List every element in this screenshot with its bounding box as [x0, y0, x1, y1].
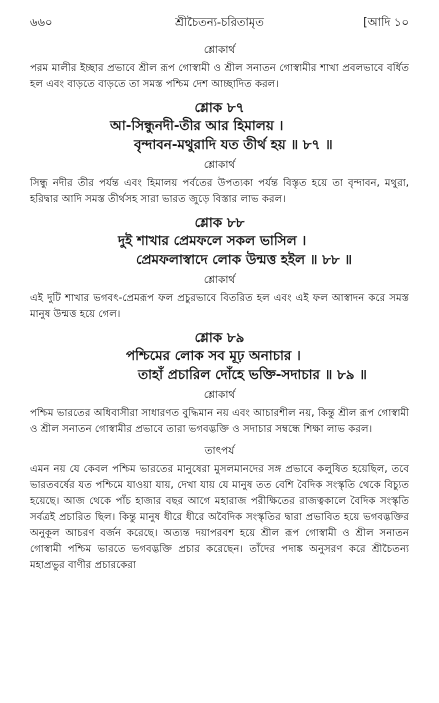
verse-line: দুই শাখার প্রেমফলে সকল ভাসিল ।: [118, 233, 307, 249]
translation-text: এই দুটি শাখার ভগবৎ-প্রেমরূপ ফল প্রচুরভাবে বিতরিত হল এবং এই ফল আস্বাদন করে সমস্ত মানুষ উন্মত্ত হয়ে গেল।: [30, 293, 409, 320]
chapter-label: [আদি ১০: [363, 15, 409, 29]
verse-line: পশ্চিমের লোক সব মূঢ় অনাচার ।: [126, 348, 301, 364]
verse-title: শ্লোক ৮৭: [194, 100, 245, 116]
verse-title: শ্লোক ৮৮: [194, 215, 245, 231]
page-content: [30, 44, 409, 574]
page-number: ৬৬০: [30, 15, 53, 29]
translation-label: শ্লোকার্থ: [203, 389, 236, 401]
verse-title: শ্লোক ৮৯: [194, 330, 245, 346]
translation-text: সিন্ধু নদীর তীর পর্যন্ত এবং হিমালয় পর্বতের উপত্যকা পর্যন্ত বিস্তৃত হয়ে তা বৃন্দাবন, মথুরা, হরিদ্বার আদি সমস্ত তীর্থসহ সারা ভারত জুড়ে বিস্তার লাভ করল।: [30, 178, 409, 205]
purport-text: এমন নয় যে কেবল পশ্চিম ভারতের মানুষেরা মুসলমানদের সঙ্গ প্রভাবে কলুষিত হয়েছিল, তবে ভারতবর্ষের যত পশ্চিমে যাওয়া যায়, দেখা যায় যে মানুষ তত বেশি বৈদিক সংস্কৃতি থেকে বিচ্যুত হয়েছে। আজ থেকে পাঁচ হাজার বছর আগে মহারাজ পরীক্ষিতের রাজত্বকালে বৈদিক সংস্কৃতি সর্বত্রই প্রচারিত ছিল। কিন্তু মানুষ ধীরে ধীরে অবৈদিক সংস্কৃতির দ্বারা প্রভাবিত হয়ে ভগবদ্ভক্তির অনুকূল আচরণ বর্জন করেছে। অত্যন্ত দয়াপরবশ হয়ে শ্রীল রূপ গোস্বামী ও শ্রীল সনাতন গোস্বামী পশ্চিম ভারতে ভগবদ্ভক্তি প্রচার করেছেন। তাঁদের পদাঙ্ক অনুসরণ করে শ্রীচৈতন্য মহাপ্রভুর বাণীর প্রচারকেরা: [30, 464, 409, 571]
verse-line: আ-সিন্ধুনদী-তীর আর হিমালয় ।: [110, 118, 284, 134]
purport-label: তাৎপর্য: [204, 445, 235, 457]
translation-label: শ্লোকার্থ: [203, 159, 236, 171]
page-header: [30, 14, 409, 34]
book-title: শ্রীচৈতন্য-চরিতামৃত: [175, 15, 264, 29]
verse-line: তাহাঁ প্রচারিল দোঁহে ভক্তি-সদাচার ॥ ৮৯ ॥: [138, 367, 367, 383]
translation-label: শ্লোকার্থ: [203, 274, 236, 286]
translation-text: পশ্চিম ভারতের অধিবাসীরা সাধারণত বুদ্ধিমান নয় এবং আচারশীল নয়, কিন্তু শ্রীল রূপ গোস্বামী ও শ্রীল সনাতন গোস্বামীর প্রভাবে তারা ভগবদ্ভক্তি ও সদাচার সম্বন্ধে শিক্ষা লাভ করল।: [30, 408, 409, 435]
translation-label: শ্লোকার্থ: [203, 44, 236, 56]
translation-text: পরম মালীর ইচ্ছার প্রভাবে শ্রীল রূপ গোস্বামী ও শ্রীল সনাতন গোস্বামীর শাখা প্রবলভাবে বর্ধিত হল এবং বাড়তে বাড়তে তা সমস্ত পশ্চিম দেশ আচ্ছাদিত করল।: [30, 63, 409, 90]
verse-line: বৃন্দাবন-মথুরাদি যত তীর্থ হয় ॥ ৮৭ ॥: [134, 137, 333, 153]
verse-line: প্রেমফলাস্বাদে লোক উন্মত্ত হইল ॥ ৮৮ ॥: [136, 252, 352, 268]
